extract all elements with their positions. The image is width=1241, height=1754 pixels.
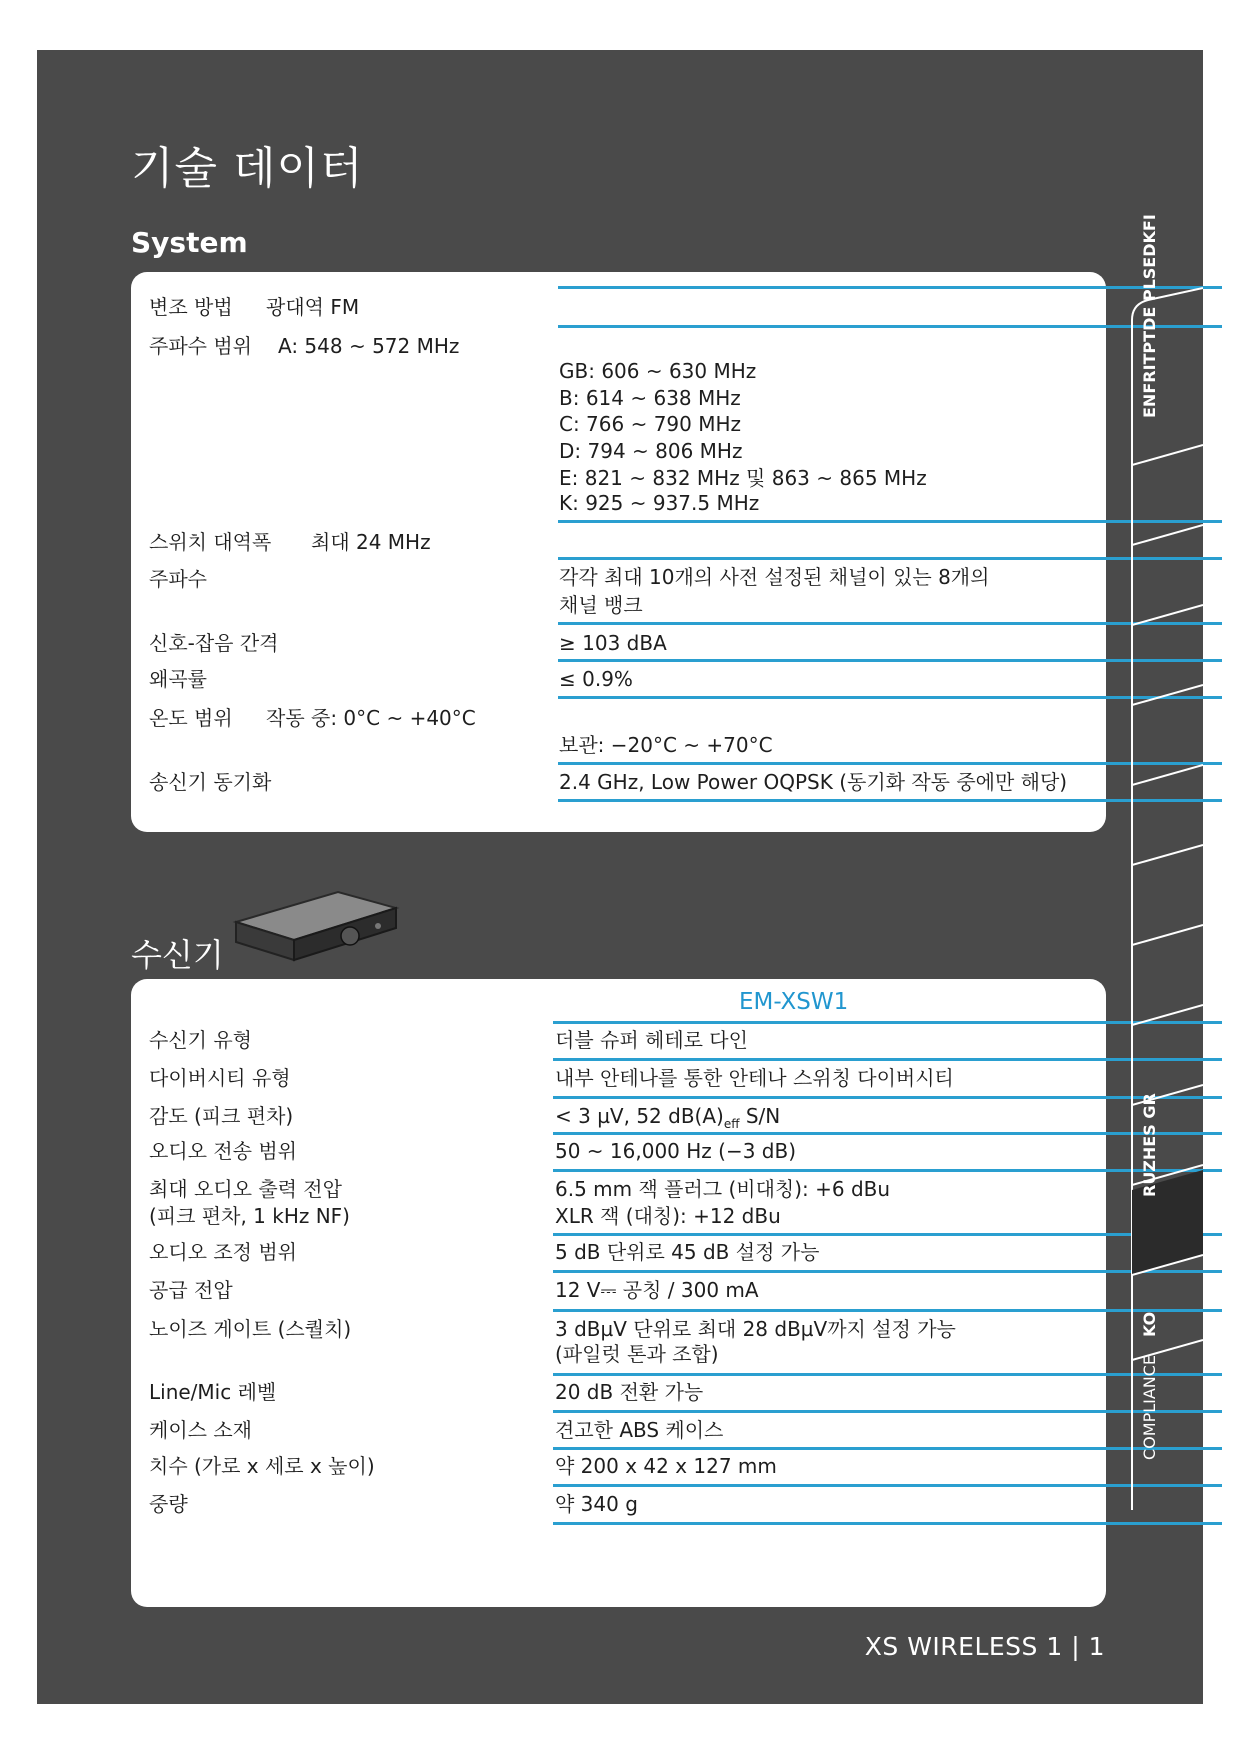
spec-value: E: 821 ~ 832 MHz 및 863 ~ 865 MHz	[559, 466, 927, 490]
row-rule	[553, 1169, 1222, 1172]
spec-label: 변조 방법	[149, 295, 233, 319]
page-title: 기술 데이터	[131, 143, 364, 194]
spec-label: 수신기 유형	[149, 1028, 252, 1052]
spec-value: (파일럿 톤과 조합)	[555, 1342, 719, 1366]
spec-value: 약 200 x 42 x 127 mm	[555, 1454, 777, 1478]
row-rule	[553, 1132, 1222, 1135]
row-rule	[558, 696, 1222, 699]
spec-value: 각각 최대 10개의 사전 설정된 채널이 있는 8개의	[559, 565, 990, 589]
row-rule	[553, 1309, 1222, 1312]
spec-value: 견고한 ABS 케이스	[555, 1418, 724, 1442]
spec-value-sub: eff	[723, 1117, 740, 1131]
spec-value: 내부 안테나를 통한 안테나 스위칭 다이버시티	[555, 1066, 954, 1090]
spec-value: 보관: −20°C ~ +70°C	[559, 733, 773, 757]
spec-value: 더블 슈퍼 헤테로 다인	[555, 1028, 748, 1052]
spec-value: 6.5 mm 잭 플러그 (비대칭): +6 dBu	[555, 1177, 891, 1201]
spec-value: ≤ 0.9%	[559, 667, 633, 691]
row-rule	[558, 659, 1222, 662]
spec-value: 3 dBµV 단위로 최대 28 dBµV까지 설정 가능	[555, 1317, 956, 1341]
row-rule	[558, 520, 1222, 523]
spec-label: 감도 (피크 편차)	[149, 1104, 294, 1128]
spec-label: 케이스 소재	[149, 1418, 252, 1442]
spec-label: 다이버시티 유형	[149, 1066, 291, 1090]
spec-value: 광대역 FM	[266, 295, 360, 319]
spec-value: 약 340 g	[555, 1492, 638, 1516]
spec-label: 주파수 범위	[149, 334, 252, 358]
spec-value: B: 614 ~ 638 MHz	[559, 386, 741, 410]
spec-value-main: < 3 µV, 52 dB(A)	[555, 1104, 724, 1128]
system-spec-panel	[131, 272, 1106, 832]
row-rule	[553, 1096, 1222, 1099]
spec-value: A: 548 ~ 572 MHz	[278, 334, 460, 358]
spec-label: 오디오 전송 범위	[149, 1139, 297, 1163]
tab-lang-group-1[interactable]: ENFRITPTDE PLSEDKFI	[1140, 214, 1159, 418]
spec-value: 50 ~ 16,000 Hz (−3 dB)	[555, 1139, 797, 1163]
row-rule	[558, 622, 1222, 625]
page-footer: XS WIRELESS 1 | 1	[864, 1632, 1105, 1661]
spec-label: 스위치 대역폭	[149, 530, 272, 554]
spec-value: GB: 606 ~ 630 MHz	[559, 359, 757, 383]
spec-value: K: 925 ~ 937.5 MHz	[559, 491, 760, 515]
spec-label: 신호-잡음 간격	[149, 631, 279, 655]
row-rule	[558, 325, 1222, 328]
row-rule	[553, 1058, 1222, 1061]
spec-label: 최대 오디오 출력 전압	[149, 1177, 342, 1201]
row-rule	[553, 1522, 1222, 1525]
spec-label: (피크 편차, 1 kHz NF)	[149, 1204, 350, 1228]
spec-label: 주파수	[149, 567, 207, 591]
row-rule	[558, 557, 1222, 560]
tab-compliance[interactable]: COMPLIANCE	[1140, 1354, 1159, 1460]
spec-value: ≥ 103 dBA	[559, 631, 667, 655]
spec-value: 12 V⎓ 공칭 / 300 mA	[555, 1278, 759, 1302]
spec-label: 오디오 조정 범위	[149, 1240, 297, 1264]
spec-value: 작동 중: 0°C ~ +40°C	[266, 706, 476, 730]
model-name: EM-XSW1	[739, 989, 849, 1015]
system-heading: System	[131, 226, 248, 259]
spec-label: 치수 (가로 x 세로 x 높이)	[149, 1454, 375, 1478]
spec-value: 최대 24 MHz	[311, 530, 431, 554]
spec-label: 온도 범위	[149, 706, 233, 730]
row-rule	[558, 286, 1222, 289]
row-rule	[553, 1233, 1222, 1236]
row-rule	[553, 1021, 1222, 1024]
spec-value: C: 766 ~ 790 MHz	[559, 412, 742, 436]
spec-value: 5 dB 단위로 45 dB 설정 가능	[555, 1240, 820, 1264]
spec-label: 송신기 동기화	[149, 770, 272, 794]
spec-value: 2.4 GHz, Low Power OQPSK (동기화 작동 중에만 해당)	[559, 770, 1068, 794]
spec-label: Line/Mic 레벨	[149, 1380, 277, 1404]
row-rule	[558, 762, 1222, 765]
tab-lang-ko[interactable]: KO	[1140, 1311, 1159, 1337]
receiver-heading: 수신기	[131, 936, 224, 974]
receiver-spec-panel	[131, 979, 1106, 1607]
row-rule	[553, 1447, 1222, 1450]
row-rule	[558, 799, 1222, 802]
spec-label: 공급 전압	[149, 1278, 233, 1302]
spec-value: 20 dB 전환 가능	[555, 1380, 704, 1404]
spec-label: 중량	[149, 1492, 188, 1516]
row-rule	[553, 1484, 1222, 1487]
row-rule	[553, 1270, 1222, 1273]
row-rule	[553, 1410, 1222, 1413]
spec-value: XLR 잭 (대칭): +12 dBu	[555, 1204, 781, 1228]
receiver-device-icon	[230, 888, 400, 964]
spec-label: 노이즈 게이트 (스퀄치)	[149, 1317, 352, 1341]
tab-lang-group-2[interactable]: RUZHES GR	[1140, 1093, 1159, 1197]
spec-label: 왜곡률	[149, 667, 207, 691]
row-rule	[553, 1373, 1222, 1376]
spec-value: D: 794 ~ 806 MHz	[559, 439, 743, 463]
spec-value: 채널 뱅크	[559, 593, 643, 617]
spec-value-tail: S/N	[739, 1104, 781, 1128]
